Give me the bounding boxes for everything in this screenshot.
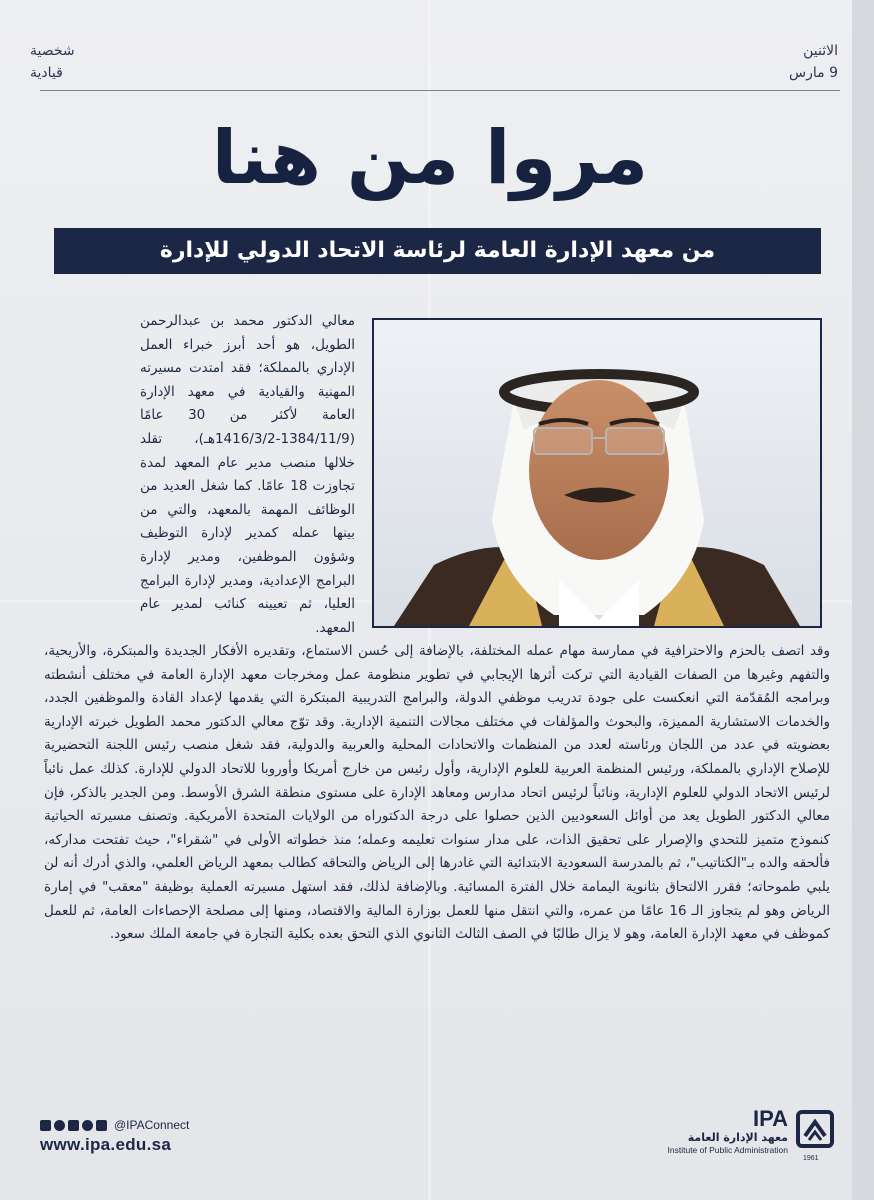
instagram-icon[interactable] <box>54 1120 65 1131</box>
x-icon[interactable] <box>40 1120 51 1131</box>
logo-english-name: Institute of Public Administration <box>667 1145 788 1155</box>
social-handle[interactable]: @IPAConnect <box>114 1118 190 1132</box>
logo-arabic-name: معهد الإدارة العامة <box>687 1131 788 1144</box>
logo-text <box>662 1108 788 1156</box>
issue-date <box>758 40 838 84</box>
portrait-illustration <box>374 320 820 626</box>
issue-date-text: 9 مارس <box>789 65 838 81</box>
intro-paragraph: معالي الدكتور محمد بن عبدالرحمن الطويل، هو أحد أبرز خبراء العمل الإداري بالمملكة؛ فقد امتدت مسيرته المهنية والقيادية في معهد الإدارة العامة لأكثر من 30 عامًا (1384/11/9-1416/3/2هـ)، تقلد خلالها منصب مدير عام المعهد لمدة تجاوزت 18 عامًا. كما شغل العديد من الوظائف المهمة بالمعهد، والتي من بينها عمله كمدير لإدارة التوظيف وشؤون الموظفين، ومدير لإدارة البرامج الإعدادية، ومدير لإدارة البرامج العليا، ثم تعيينه كنائب لمدير عام المعهد. <box>140 313 355 636</box>
header-divider <box>40 90 840 91</box>
issue-day: الاثنين <box>803 43 838 59</box>
section-label <box>30 40 110 84</box>
page-edge <box>852 0 874 1200</box>
article-body: وقد اتصف بالحزم والاحترافية في ممارسة مهام عمله المختلفة، بالإضافة إلى حُسن الاستماع، وتقديره الأفكار الجديدة والمبتكرة، والأريحية، والتفهم وغيرها من الصفات القيادية التي تركت أثرها الإيجابي في تطوير منظومة عمل ومخرجات معهد الإدارة العامة في مختلف أنشطته وبرامجه المُقدّمة التي انعكست على جودة تدريب موظفي الدولة، والبرامج التدريبية المبتكرة التي يقدمها لإعداد القادة والموظفين الجدد، والخدمات الاستشارية المميزة، والبحوث والمؤلفات في مختلف مجالات التنمية الإدارية. وقد توّج معالي الدكتور محمد الطويل خبرته الإدارية بعضويته في عدد من اللجان ورئاسته لعدد من المنظمات والاتحادات المحلية والعربية والدولية، فقد شغل منصب رئيس اللجنة التحضيرية للإصلاح الإداري بالمملكة، ورئيس المنظمة العربية للعلوم الإدارية، وأول رئيس من خارج أمريكا وأوروبا للاتحاد الدولي للإدارة. كذلك عمل نائباً لرئيس الاتحاد الدولي للعلوم الإدارية، ونائباً لرئيس اتحاد مدارس ومعاهد الإدارة على مستوى منطقة الشرق الأوسط. ومن الجدير بالذكر، فإن معالي الدكتور الطويل يعد من أوائل السعوديين الذين حصلوا على درجة الدكتوراه من الولايات المتحدة الأمريكية. وتصنف مسيرته الحياتية كنموذج متميز للتحدي والإصرار على تحقيق الذات، على مدار سنوات تعليمه وعمله؛ منذ خطواته الأولى في "شقراء"، حيث تفتحت مداركه، فألحقه والده بـ"الكتاتيب"، ثم بالمدرسة السعودية الابتدائية التي غادرها إلى الرياض والتحاقه كطالب بمعهد الرياض العلمي، والذي أدرك أنه لن يلبي طموحاته؛ فقرر الالتحاق بثانوية اليمامة خلال الفترة المسائية. وبالإضافة لذلك، فقد استهل مسيرته العملية بوظيفة "معقب" في إمارة الرياض وهو لم يتجاوز الـ 16 عامًا من عمره، والتي انتقل منها للعمل بوزارة المالية والاقتصاد، ومنها إلى مصلحة الإحصاءات العامة، ثم للعمل كموظف في معهد الإدارة العامة، وهو لا يزال طالبًا في الصف الثالث الثانوي الذي التحق بعده بكلية التجارة في جامعة الملك سعود. <box>44 643 830 943</box>
subtitle-banner: من معهد الإدارة العامة لرئاسة الاتحاد الدولي للإدارة <box>54 228 821 274</box>
ipa-logo <box>662 1108 837 1168</box>
page-title: مروا من هنا <box>211 115 649 201</box>
section-label-line1: شخصية <box>30 43 75 59</box>
website-link[interactable]: www.ipa.edu.sa <box>40 1135 172 1154</box>
youtube-icon[interactable] <box>68 1120 79 1131</box>
social-links <box>40 1118 240 1132</box>
ipa-emblem-icon <box>796 1110 834 1156</box>
section-label-line2: قيادية <box>30 65 63 81</box>
snapchat-icon[interactable] <box>82 1120 93 1131</box>
footer-contact <box>40 1118 240 1155</box>
logo-year: 1961 <box>803 1155 819 1162</box>
logo-abbreviation: IPA <box>752 1106 788 1131</box>
portrait-photo <box>372 318 822 628</box>
linkedin-icon[interactable] <box>96 1120 107 1131</box>
